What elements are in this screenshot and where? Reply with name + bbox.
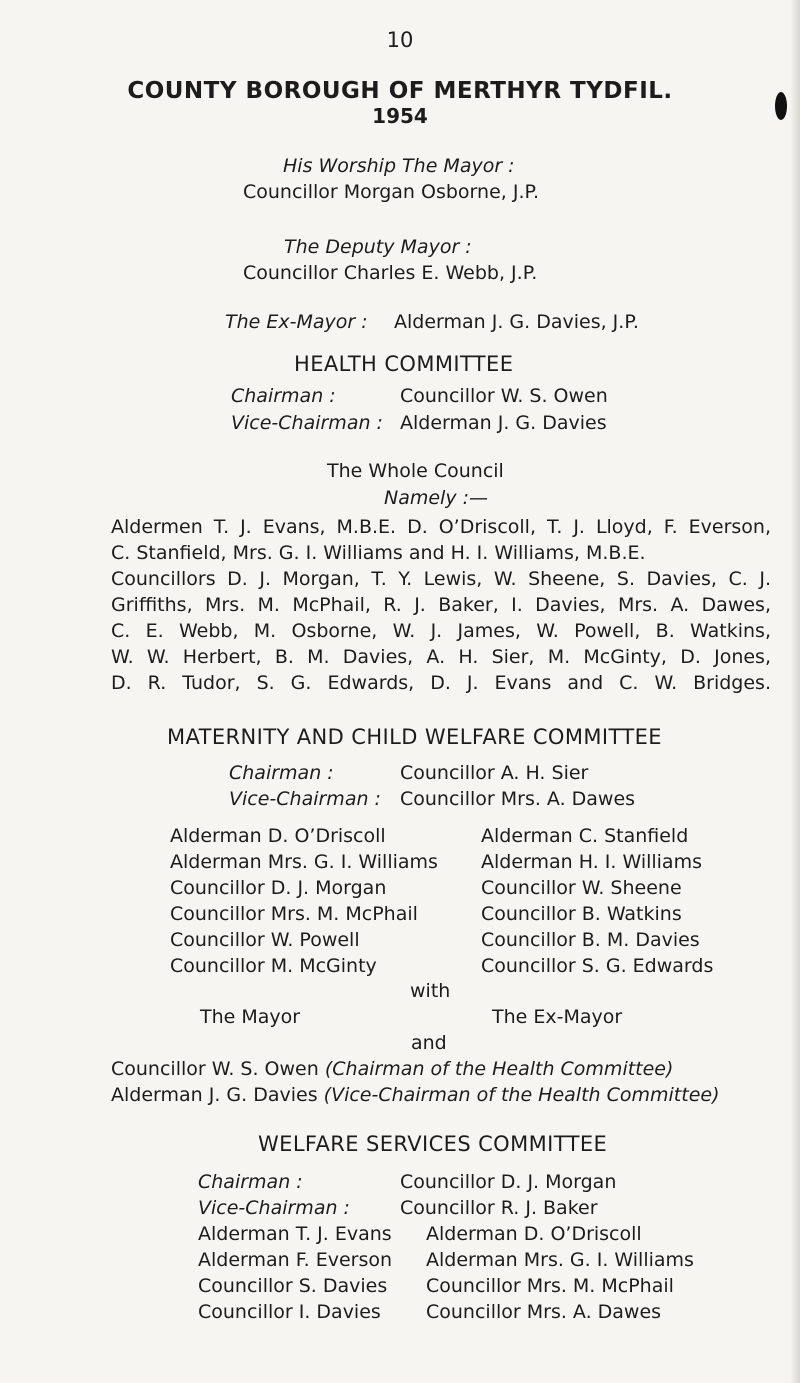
maternity-vice-chairman-label: Vice-Chairman :	[229, 788, 381, 810]
health-members-text	[111, 514, 771, 696]
owen-name: Councillor W. S. Owen	[111, 1058, 319, 1080]
davies-line	[111, 1084, 720, 1106]
list-item: Councillor Mrs. M. McPhail	[170, 903, 418, 925]
welfare-chairman-label: Chairman :	[198, 1171, 303, 1193]
page-number: 10	[386, 28, 414, 52]
health-members-line: C. E. Webb, M. Osborne, W. J. James, W. Powell, B. Watkins,	[111, 620, 771, 642]
document-year: 1954	[372, 104, 428, 128]
with-text: with	[410, 980, 451, 1002]
list-item: Alderman H. I. Williams	[481, 851, 702, 873]
list-item: Alderman T. J. Evans	[198, 1223, 392, 1245]
welfare-vice-chairman-name: Councillor R. J. Baker	[400, 1197, 598, 1219]
davies-role: (Vice-Chairman of the Health Committee)	[323, 1084, 720, 1106]
davies-name: Alderman J. G. Davies	[111, 1084, 318, 1106]
welfare-members-right	[426, 1221, 694, 1325]
deputy-mayor-name: Councillor Charles E. Webb, J.P.	[243, 262, 538, 284]
list-item: Councillor W. Powell	[170, 929, 360, 951]
owen-line	[111, 1058, 673, 1080]
maternity-chairman-label: Chairman :	[229, 762, 334, 784]
list-item: Alderman C. Stanfield	[481, 825, 689, 847]
document-title: COUNTY BOROUGH OF MERTHYR TYDFIL.	[127, 78, 673, 104]
list-item: Alderman Mrs. G. I. Williams	[426, 1249, 694, 1271]
ex-mayor-name: Alderman J. G. Davies, J.P.	[394, 311, 639, 333]
list-item: Councillor D. J. Morgan	[170, 877, 387, 899]
deputy-mayor-label: The Deputy Mayor :	[284, 236, 472, 258]
health-members-line: C. Stanfield, Mrs. G. I. Williams and H. I. Williams, M.B.E.	[111, 542, 646, 564]
maternity-chairman-name: Councillor A. H. Sier	[400, 762, 589, 784]
list-item: Councillor M. McGinty	[170, 955, 377, 977]
health-members-line: W. W. Herbert, B. M. Davies, A. H. Sier, M. McGinty, D. Jones,	[111, 646, 771, 668]
health-members-line: Griffiths, Mrs. M. McPhail, R. J. Baker, I. Davies, Mrs. A. Dawes,	[111, 594, 771, 616]
welfare-chairman-name: Councillor D. J. Morgan	[400, 1171, 617, 1193]
health-vice-chairman-name: Alderman J. G. Davies	[400, 412, 607, 434]
maternity-the-mayor: The Mayor	[200, 1006, 301, 1028]
maternity-vice-chairman-name: Councillor Mrs. A. Dawes	[400, 788, 636, 810]
list-item: Alderman Mrs. G. I. Williams	[170, 851, 438, 873]
maternity-the-ex-mayor: The Ex-Mayor	[492, 1006, 623, 1028]
welfare-committee-heading: WELFARE SERVICES COMMITTEE	[258, 1132, 608, 1156]
namely-label: Namely :—	[384, 487, 489, 509]
health-members-line: Aldermen T. J. Evans, M.B.E. D. O’Driscoll, T. J. Lloyd, F. Everson,	[111, 516, 771, 538]
mayor-name: Councillor Morgan Osborne, J.P.	[243, 181, 540, 203]
list-item: Councillor I. Davies	[198, 1301, 381, 1323]
list-item: Councillor S. Davies	[198, 1275, 388, 1297]
welfare-members-left	[198, 1221, 392, 1325]
list-item: Councillor Mrs. A. Dawes	[426, 1301, 662, 1323]
health-members-line: D. R. Tudor, S. G. Edwards, D. J. Evans and C. W. Bridges.	[111, 672, 771, 694]
list-item: Alderman D. O’Driscoll	[426, 1223, 642, 1245]
list-item: Councillor S. G. Edwards	[481, 955, 714, 977]
health-chairman-label: Chairman :	[231, 385, 336, 407]
page-edge-shadow	[790, 0, 800, 1383]
list-item: Alderman F. Everson	[198, 1249, 393, 1271]
maternity-committee-heading: MATERNITY AND CHILD WELFARE COMMITTEE	[167, 725, 662, 749]
list-item: Councillor B. Watkins	[481, 903, 682, 925]
maternity-members-left	[170, 823, 438, 979]
whole-council: The Whole Council	[327, 460, 504, 482]
list-item: Councillor W. Sheene	[481, 877, 682, 899]
ex-mayor-label: The Ex-Mayor :	[225, 311, 368, 333]
list-item: Councillor Mrs. M. McPhail	[426, 1275, 674, 1297]
and-text: and	[411, 1032, 447, 1054]
health-vice-chairman-label: Vice-Chairman :	[231, 412, 383, 434]
health-committee-heading: HEALTH COMMITTEE	[294, 352, 514, 376]
health-chairman-name: Councillor W. S. Owen	[400, 385, 608, 407]
health-members-line: Councillors D. J. Morgan, T. Y. Lewis, W. Sheene, S. Davies, C. J.	[111, 568, 771, 590]
owen-role: (Chairman of the Health Committee)	[324, 1058, 674, 1080]
list-item: Alderman D. O’Driscoll	[170, 825, 386, 847]
maternity-members-right	[481, 823, 713, 979]
list-item: Councillor B. M. Davies	[481, 929, 700, 951]
welfare-vice-chairman-label: Vice-Chairman :	[198, 1197, 350, 1219]
mayor-label: His Worship The Mayor :	[283, 155, 515, 177]
